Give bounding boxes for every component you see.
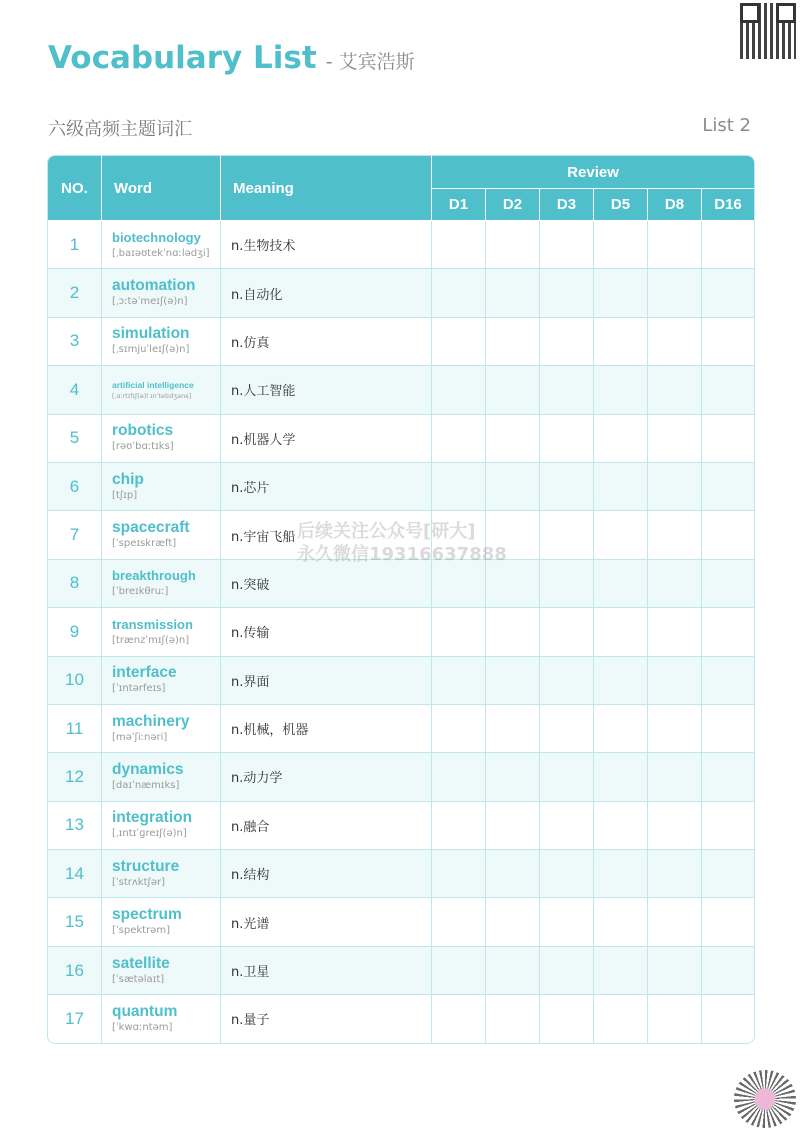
word-text: biotechnology [112, 229, 201, 245]
review-cell-d8[interactable] [648, 560, 702, 608]
row-number: 7 [48, 511, 102, 559]
page-title [48, 40, 415, 76]
review-cell-d1[interactable] [432, 802, 486, 850]
review-cell-d1[interactable] [432, 753, 486, 801]
word-text: robotics [112, 422, 174, 440]
review-cell-d5[interactable] [594, 898, 648, 946]
word-text: integration [112, 809, 193, 827]
review-cell-d5[interactable] [594, 221, 648, 269]
review-cell-d1[interactable] [432, 269, 486, 317]
word-phonetic: [ˈspeɪskræft] [112, 538, 177, 550]
review-cell-d8[interactable] [648, 318, 702, 366]
row-number: 12 [48, 753, 102, 801]
review-cell-d16[interactable] [702, 850, 754, 898]
row-number: 15 [48, 898, 102, 946]
header-day-d3: D3 [540, 189, 594, 221]
review-cell-d1[interactable] [432, 995, 486, 1042]
review-cell-d3[interactable] [540, 705, 594, 753]
row-number: 2 [48, 269, 102, 317]
review-cell-d2[interactable] [486, 705, 540, 753]
word-phonetic: [ˌɔːtəˈmeɪʃ(ə)n] [112, 296, 188, 308]
review-cell-d8[interactable] [648, 947, 702, 995]
table-row [48, 850, 754, 898]
header-day-d16: D16 [702, 189, 754, 221]
word-cell [102, 560, 221, 608]
review-cell-d16[interactable] [702, 802, 754, 850]
review-cell-d2[interactable] [486, 753, 540, 801]
review-cell-d8[interactable] [648, 753, 702, 801]
review-cell-d5[interactable] [594, 560, 648, 608]
word-phonetic: [ˌsɪmjuˈleɪʃ(ə)n] [112, 344, 190, 356]
word-phonetic: [məˈʃiːnəri] [112, 731, 168, 743]
word-cell [102, 318, 221, 366]
review-cell-d5[interactable] [594, 269, 648, 317]
review-cell-d3[interactable] [540, 221, 594, 269]
review-cell-d5[interactable] [594, 318, 648, 366]
review-cell-d8[interactable] [648, 898, 702, 946]
review-cell-d2[interactable] [486, 657, 540, 705]
review-cell-d16[interactable] [702, 415, 754, 463]
table-row [48, 463, 754, 511]
mini-program-code-icon [734, 1070, 796, 1128]
review-cell-d3[interactable] [540, 269, 594, 317]
review-cell-d3[interactable] [540, 608, 594, 656]
review-cell-d2[interactable] [486, 898, 540, 946]
meaning-cell: n.机械，机器 [221, 705, 432, 753]
word-text: simulation [112, 325, 190, 343]
review-cell-d2[interactable] [486, 221, 540, 269]
word-text: spectrum [112, 906, 182, 924]
review-cell-d8[interactable] [648, 995, 702, 1042]
table-row [48, 802, 754, 850]
meaning-cell: n.融合 [221, 802, 432, 850]
qr-code-icon [740, 3, 796, 59]
table-row [48, 753, 754, 801]
row-number: 9 [48, 608, 102, 656]
word-text: chip [112, 470, 144, 488]
review-cell-d16[interactable] [702, 657, 754, 705]
word-cell [102, 947, 221, 995]
row-number: 10 [48, 657, 102, 705]
table-row [48, 415, 754, 463]
row-number: 16 [48, 947, 102, 995]
word-text: spacecraft [112, 519, 190, 537]
review-cell-d8[interactable] [648, 511, 702, 559]
review-cell-d8[interactable] [648, 221, 702, 269]
table-row [48, 318, 754, 366]
review-cell-d8[interactable] [648, 608, 702, 656]
meaning-cell: n.仿真 [221, 318, 432, 366]
review-cell-d16[interactable] [702, 318, 754, 366]
review-cell-d3[interactable] [540, 366, 594, 414]
review-cell-d1[interactable] [432, 947, 486, 995]
review-cell-d3[interactable] [540, 318, 594, 366]
row-number: 17 [48, 995, 102, 1042]
word-cell [102, 705, 221, 753]
table-row [48, 366, 754, 414]
word-cell [102, 753, 221, 801]
review-cell-d1[interactable] [432, 898, 486, 946]
review-cell-d1[interactable] [432, 560, 486, 608]
row-number: 4 [48, 366, 102, 414]
word-cell [102, 608, 221, 656]
word-phonetic: [trænzˈmɪʃ(ə)n] [112, 634, 190, 646]
meaning-cell: n.突破 [221, 560, 432, 608]
word-cell [102, 463, 221, 511]
title-subtitle: - 艾宾浩斯 [325, 51, 415, 73]
review-cell-d5[interactable] [594, 463, 648, 511]
review-cell-d16[interactable] [702, 463, 754, 511]
table-row [48, 657, 754, 705]
meaning-cell: n.生物技术 [221, 221, 432, 269]
review-cell-d16[interactable] [702, 560, 754, 608]
word-text: quantum [112, 1002, 178, 1020]
meaning-cell: n.机器人学 [221, 415, 432, 463]
word-cell [102, 269, 221, 317]
review-cell-d2[interactable] [486, 318, 540, 366]
word-phonetic: [rəʊˈbɑːtɪks] [112, 441, 174, 453]
review-cell-d5[interactable] [594, 995, 648, 1042]
review-cell-d2[interactable] [486, 608, 540, 656]
word-text: interface [112, 664, 177, 682]
meaning-cell: n.界面 [221, 657, 432, 705]
review-cell-d16[interactable] [702, 608, 754, 656]
word-phonetic: [ˈbreɪkθruː] [112, 586, 169, 598]
word-phonetic: [ˈstrʌktʃər] [112, 876, 166, 888]
review-cell-d1[interactable] [432, 221, 486, 269]
header-day-d2: D2 [486, 189, 540, 221]
review-cell-d5[interactable] [594, 657, 648, 705]
review-cell-d5[interactable] [594, 511, 648, 559]
meaning-cell: n.人工智能 [221, 366, 432, 414]
meaning-cell: n.传输 [221, 608, 432, 656]
review-cell-d3[interactable] [540, 898, 594, 946]
review-cell-d16[interactable] [702, 753, 754, 801]
table-row [48, 269, 754, 317]
word-cell [102, 995, 221, 1042]
word-phonetic: [ˌbaɪəʊtekˈnɑːlədʒi] [112, 247, 210, 259]
review-cell-d16[interactable] [702, 705, 754, 753]
word-phonetic: [ˈkwɑːntəm] [112, 1021, 173, 1033]
table-row [48, 560, 754, 608]
review-cell-d8[interactable] [648, 705, 702, 753]
review-cell-d3[interactable] [540, 802, 594, 850]
word-phonetic: [ˈspektrəm] [112, 925, 170, 937]
word-cell [102, 221, 221, 269]
review-cell-d8[interactable] [648, 463, 702, 511]
row-number: 8 [48, 560, 102, 608]
meaning-cell: n.量子 [221, 995, 432, 1042]
row-number: 3 [48, 318, 102, 366]
meaning-cell: n.卫星 [221, 947, 432, 995]
header-day-d1: D1 [432, 189, 486, 221]
word-cell [102, 850, 221, 898]
vocabulary-rows [48, 221, 754, 1043]
meaning-cell: n.自动化 [221, 269, 432, 317]
word-cell [102, 511, 221, 559]
list-label: List 2 [702, 115, 751, 136]
row-number: 6 [48, 463, 102, 511]
review-cell-d8[interactable] [648, 657, 702, 705]
word-phonetic: [ˈsætəlaɪt] [112, 973, 165, 985]
table-row [48, 898, 754, 946]
review-cell-d8[interactable] [648, 269, 702, 317]
review-cell-d2[interactable] [486, 850, 540, 898]
table-row [48, 705, 754, 753]
header-meaning: Meaning [221, 156, 432, 221]
review-cell-d1[interactable] [432, 463, 486, 511]
word-phonetic: [ˌɑːrtɪfɪʃ(ə)l ɪnˈtelɪdʒəns] [112, 391, 192, 400]
review-cell-d16[interactable] [702, 511, 754, 559]
review-cell-d8[interactable] [648, 415, 702, 463]
watermark [297, 520, 507, 566]
review-cell-d1[interactable] [432, 705, 486, 753]
word-phonetic: [ˈɪntərfeɪs] [112, 683, 166, 695]
review-cell-d3[interactable] [540, 850, 594, 898]
review-cell-d16[interactable] [702, 898, 754, 946]
word-cell [102, 802, 221, 850]
word-cell [102, 366, 221, 414]
word-cell [102, 415, 221, 463]
word-text: machinery [112, 712, 190, 730]
watermark-line-2: 永久微信19316637888 [297, 544, 507, 565]
review-cell-d3[interactable] [540, 947, 594, 995]
title-main: Vocabulary List [48, 40, 317, 76]
table-row [48, 947, 754, 995]
review-cell-d2[interactable] [486, 995, 540, 1042]
header-day-d5: D5 [594, 189, 648, 221]
review-cell-d2[interactable] [486, 947, 540, 995]
review-cell-d8[interactable] [648, 802, 702, 850]
meaning-cell: n.光谱 [221, 898, 432, 946]
row-number: 5 [48, 415, 102, 463]
vocabulary-table [47, 155, 755, 1044]
word-text: artificial intelligence [112, 379, 194, 390]
word-text: satellite [112, 954, 170, 972]
word-text: breakthrough [112, 568, 196, 584]
header-no: NO. [48, 156, 102, 221]
review-cell-d5[interactable] [594, 608, 648, 656]
review-cell-d5[interactable] [594, 415, 648, 463]
header-review: Review [432, 156, 754, 189]
review-cell-d2[interactable] [486, 366, 540, 414]
word-cell [102, 898, 221, 946]
review-cell-d5[interactable] [594, 802, 648, 850]
review-cell-d16[interactable] [702, 995, 754, 1042]
header-word: Word [102, 156, 221, 221]
watermark-line-1: 后续关注公众号[研大] [297, 521, 476, 542]
review-cell-d5[interactable] [594, 850, 648, 898]
review-cell-d16[interactable] [702, 221, 754, 269]
word-phonetic: [tʃɪp] [112, 489, 138, 501]
table-row [48, 608, 754, 656]
row-number: 1 [48, 221, 102, 269]
word-text: transmission [112, 616, 193, 632]
row-number: 14 [48, 850, 102, 898]
review-cell-d16[interactable] [702, 366, 754, 414]
review-cell-d2[interactable] [486, 560, 540, 608]
review-cell-d1[interactable] [432, 657, 486, 705]
section-title: 六级高频主题词汇 [48, 119, 192, 140]
review-cell-d1[interactable] [432, 318, 486, 366]
row-number: 13 [48, 802, 102, 850]
review-cell-d1[interactable] [432, 850, 486, 898]
row-number: 11 [48, 705, 102, 753]
review-cell-d3[interactable] [540, 560, 594, 608]
review-cell-d5[interactable] [594, 753, 648, 801]
review-cell-d8[interactable] [648, 366, 702, 414]
review-cell-d3[interactable] [540, 463, 594, 511]
review-cell-d3[interactable] [540, 753, 594, 801]
review-cell-d8[interactable] [648, 850, 702, 898]
review-cell-d1[interactable] [432, 415, 486, 463]
review-cell-d2[interactable] [486, 802, 540, 850]
review-cell-d16[interactable] [702, 947, 754, 995]
table-row [48, 221, 754, 269]
table-row [48, 995, 754, 1042]
review-cell-d5[interactable] [594, 947, 648, 995]
review-cell-d2[interactable] [486, 415, 540, 463]
review-cell-d16[interactable] [702, 269, 754, 317]
word-phonetic: [ˌɪntɪˈɡreɪʃ(ə)n] [112, 828, 187, 840]
review-cell-d3[interactable] [540, 511, 594, 559]
review-cell-d3[interactable] [540, 995, 594, 1042]
review-cell-d1[interactable] [432, 608, 486, 656]
review-cell-d3[interactable] [540, 415, 594, 463]
review-cell-d5[interactable] [594, 705, 648, 753]
word-text: automation [112, 277, 196, 295]
word-text: dynamics [112, 760, 184, 778]
review-cell-d1[interactable] [432, 366, 486, 414]
meaning-cell: n.结构 [221, 850, 432, 898]
review-cell-d3[interactable] [540, 657, 594, 705]
meaning-cell: n.宇宙飞船 [221, 511, 432, 559]
review-cell-d2[interactable] [486, 463, 540, 511]
review-cell-d2[interactable] [486, 269, 540, 317]
header-day-d8: D8 [648, 189, 702, 221]
meaning-cell: n.芯片 [221, 463, 432, 511]
meaning-cell: n.动力学 [221, 753, 432, 801]
word-text: structure [112, 857, 180, 875]
review-cell-d5[interactable] [594, 366, 648, 414]
word-phonetic: [daɪˈnæmɪks] [112, 779, 180, 791]
word-cell [102, 657, 221, 705]
